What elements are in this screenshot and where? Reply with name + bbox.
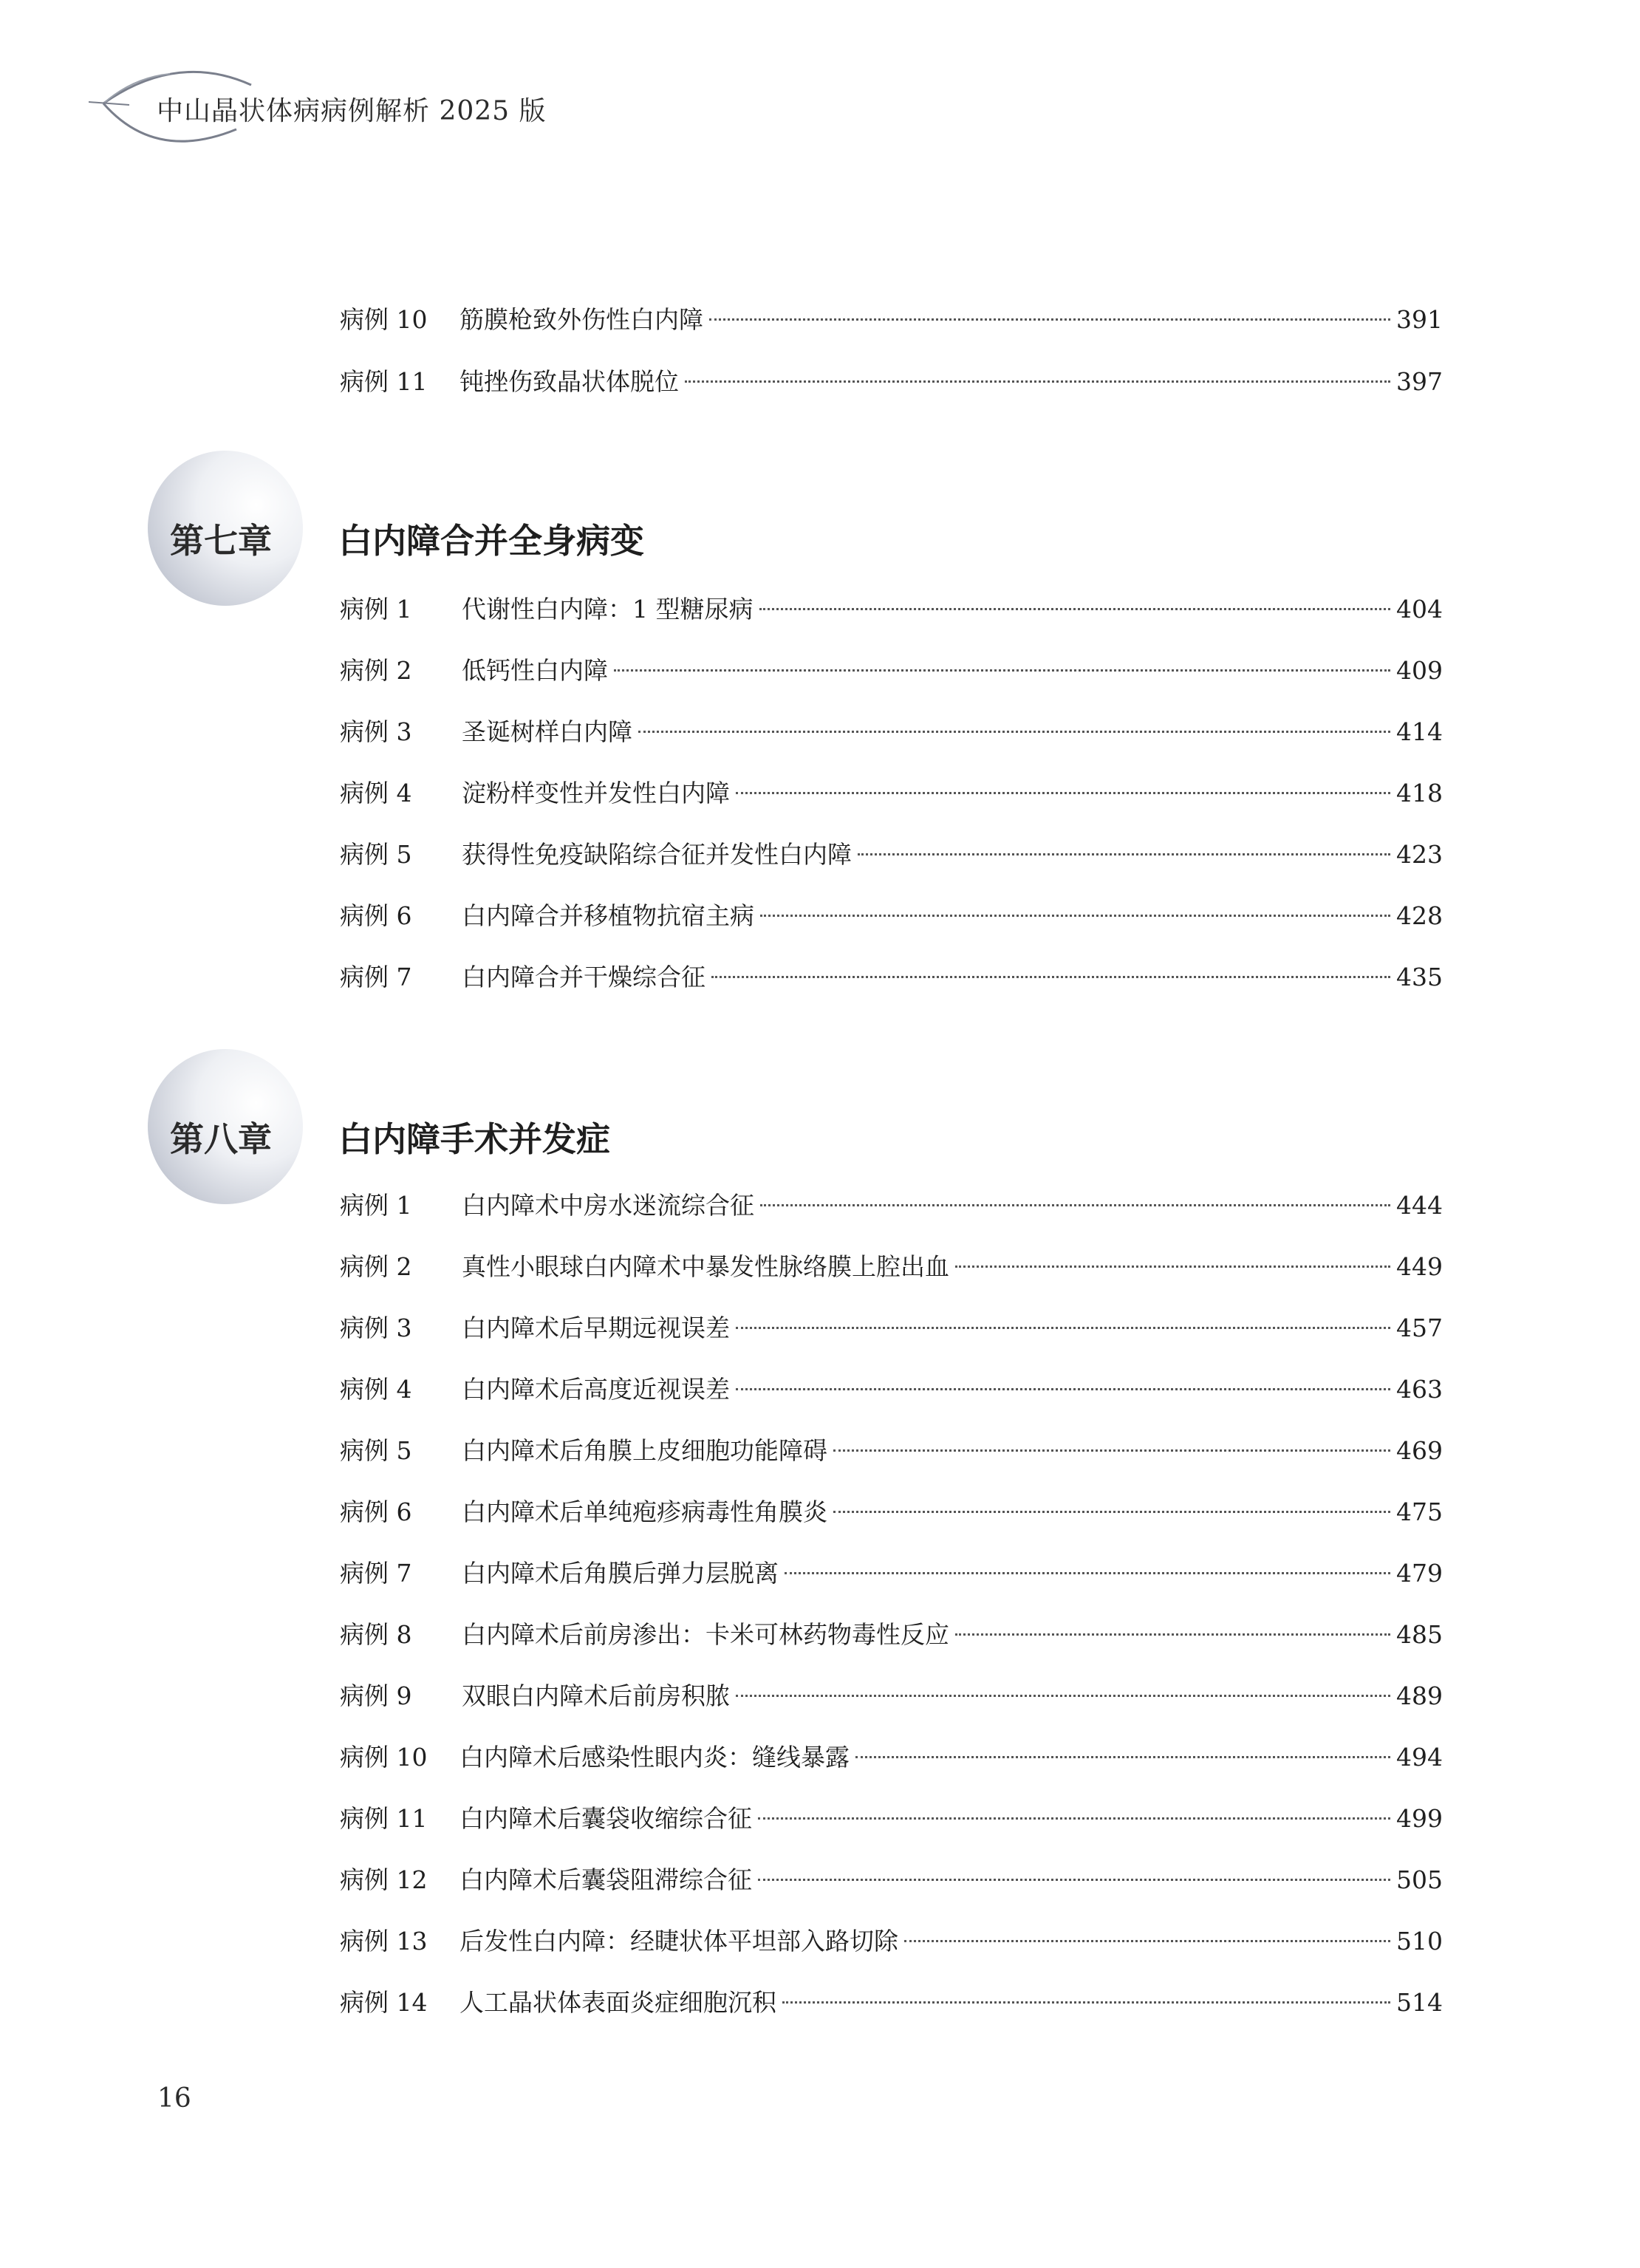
toc-entry[interactable] [340, 775, 1443, 812]
case-number: 病例 7 [340, 963, 412, 991]
dot-leader [855, 1756, 1390, 1758]
case-number: 病例 3 [340, 717, 412, 746]
case-number: 病例 1 [340, 595, 412, 624]
dot-leader [785, 1572, 1390, 1574]
case-number: 病例 2 [340, 656, 412, 685]
toc-entry[interactable] [340, 714, 1443, 751]
case-title: 低钙性白内障 [462, 656, 608, 685]
case-title: 后发性白内障：经睫状体平坦部入路切除 [459, 1927, 898, 1956]
toc-entry[interactable] [340, 363, 1443, 400]
dot-leader [955, 1633, 1390, 1636]
case-title: 白内障术后前房渗出：卡米可林药物毒性反应 [462, 1620, 949, 1649]
dot-leader [685, 380, 1390, 383]
toc-entry[interactable] [340, 836, 1443, 873]
page-ref: 444 [1396, 1191, 1443, 1220]
toc-entry[interactable] [340, 1800, 1443, 1837]
page-ref: 414 [1396, 717, 1443, 746]
toc-entry[interactable] [340, 1984, 1443, 2021]
dot-leader [760, 915, 1390, 917]
dot-leader [782, 2001, 1390, 2004]
toc-entry[interactable] [340, 1923, 1443, 1960]
chapter-title[interactable]: 白内障手术并发症 [338, 1119, 610, 1159]
page-ref: 409 [1396, 656, 1443, 685]
case-number: 病例 7 [340, 1559, 412, 1588]
page-ref: 463 [1396, 1375, 1443, 1404]
dot-leader [833, 1449, 1390, 1452]
page-ref: 435 [1396, 963, 1443, 991]
toc-entry[interactable] [340, 1555, 1443, 1592]
case-number: 病例 1 [340, 1191, 412, 1220]
case-title: 代谢性白内障：1 型糖尿病 [462, 595, 754, 624]
case-number: 病例 12 [340, 1865, 428, 1894]
page-ref: 449 [1396, 1252, 1443, 1281]
dot-leader [758, 1817, 1390, 1820]
case-title: 白内障术后感染性眼内炎：缝线暴露 [459, 1743, 850, 1772]
case-title: 筋膜枪致外伤性白内障 [459, 305, 703, 334]
chapter-label: 第七章 [170, 521, 272, 561]
case-number: 病例 11 [340, 367, 428, 396]
toc-entry[interactable] [340, 1310, 1443, 1347]
page-number: 16 [157, 2083, 191, 2114]
dot-leader [709, 318, 1390, 321]
case-title: 白内障术后高度近视误差 [462, 1375, 730, 1404]
page-ref: 499 [1396, 1804, 1443, 1833]
dot-leader [760, 1204, 1390, 1206]
case-number: 病例 13 [340, 1927, 428, 1956]
case-title: 白内障术后单纯疱疹病毒性角膜炎 [462, 1497, 827, 1526]
case-title: 白内障合并干燥综合征 [462, 963, 705, 991]
toc-entry[interactable] [340, 1494, 1443, 1531]
page-ref: 391 [1396, 305, 1443, 334]
toc-entry[interactable] [340, 898, 1443, 935]
case-title: 白内障术后早期远视误差 [462, 1314, 730, 1342]
toc-entry[interactable] [340, 1862, 1443, 1899]
dot-leader [759, 608, 1391, 610]
running-header [89, 59, 606, 155]
toc-entry[interactable] [340, 1616, 1443, 1653]
toc-entry[interactable] [340, 1249, 1443, 1285]
page-ref: 469 [1396, 1436, 1443, 1465]
dot-leader [711, 976, 1390, 978]
case-number: 病例 3 [340, 1314, 412, 1342]
toc-entry[interactable] [340, 1739, 1443, 1776]
page-ref: 510 [1396, 1927, 1443, 1956]
case-title: 真性小眼球白内障术中暴发性脉络膜上腔出血 [462, 1252, 949, 1281]
chapter-label: 第八章 [170, 1119, 272, 1159]
case-number: 病例 11 [340, 1804, 428, 1833]
dot-leader [858, 853, 1390, 855]
page-ref: 404 [1396, 595, 1443, 624]
dot-leader [638, 731, 1390, 733]
page-ref: 418 [1396, 779, 1443, 807]
dot-leader [736, 1388, 1390, 1390]
toc-entry[interactable] [340, 652, 1443, 689]
case-title: 淀粉样变性并发性白内障 [462, 779, 730, 807]
case-title: 圣诞树样白内障 [462, 717, 632, 746]
toc-entry[interactable] [340, 301, 1443, 338]
case-title: 白内障术后角膜上皮细胞功能障碍 [462, 1436, 827, 1465]
page-ref: 505 [1396, 1865, 1443, 1894]
case-number: 病例 4 [340, 1375, 412, 1404]
dot-leader [955, 1265, 1390, 1268]
page-ref: 485 [1396, 1620, 1443, 1649]
case-title: 白内障术后囊袋收缩综合征 [459, 1804, 752, 1833]
case-number: 病例 6 [340, 901, 412, 930]
case-number: 病例 6 [340, 1497, 412, 1526]
case-number: 病例 14 [340, 1988, 428, 2017]
case-number: 病例 10 [340, 1743, 428, 1772]
chapter-7-heading [0, 451, 1640, 606]
case-title: 白内障术后囊袋阻滞综合征 [459, 1865, 752, 1894]
toc-entry[interactable] [340, 1432, 1443, 1469]
chapter-8-heading [0, 1049, 1640, 1204]
page-ref: 479 [1396, 1559, 1443, 1588]
chapter-title[interactable]: 白内障合并全身病变 [338, 521, 644, 561]
toc-entry[interactable] [340, 1678, 1443, 1715]
book-title: 中山晶状体病病例解析 2025 版 [157, 96, 547, 126]
case-title: 双眼白内障术后前房积脓 [462, 1681, 730, 1710]
case-title: 白内障术后角膜后弹力层脱离 [462, 1559, 779, 1588]
case-title: 白内障术中房水迷流综合征 [462, 1191, 754, 1220]
dot-leader [614, 669, 1390, 672]
dot-leader [736, 1695, 1390, 1697]
case-number: 病例 9 [340, 1681, 412, 1710]
toc-entry[interactable] [340, 1187, 1443, 1224]
toc-entry[interactable] [340, 959, 1443, 996]
page-ref: 475 [1396, 1497, 1443, 1526]
case-number: 病例 4 [340, 779, 412, 807]
page-ref: 494 [1396, 1743, 1443, 1772]
case-number: 病例 10 [340, 305, 428, 334]
page-ref: 423 [1396, 840, 1443, 869]
case-number: 病例 8 [340, 1620, 412, 1649]
toc-entry[interactable] [340, 1371, 1443, 1408]
case-number: 病例 5 [340, 840, 412, 869]
case-title: 钝挫伤致晶状体脱位 [459, 367, 679, 396]
case-title: 人工晶状体表面炎症细胞沉积 [459, 1988, 776, 2017]
page-ref: 489 [1396, 1681, 1443, 1710]
toc-entry[interactable] [340, 591, 1443, 628]
page-ref: 457 [1396, 1314, 1443, 1342]
dot-leader [736, 792, 1390, 794]
dot-leader [736, 1327, 1390, 1329]
case-title: 获得性免疫缺陷综合征并发性白内障 [462, 840, 852, 869]
case-title: 白内障合并移植物抗宿主病 [462, 901, 754, 930]
case-number: 病例 2 [340, 1252, 412, 1281]
page-ref: 428 [1396, 901, 1443, 930]
page-ref: 514 [1396, 1988, 1443, 2017]
dot-leader [833, 1511, 1390, 1513]
dot-leader [758, 1879, 1390, 1881]
dot-leader [904, 1940, 1390, 1942]
case-number: 病例 5 [340, 1436, 412, 1465]
page-ref: 397 [1396, 367, 1443, 396]
